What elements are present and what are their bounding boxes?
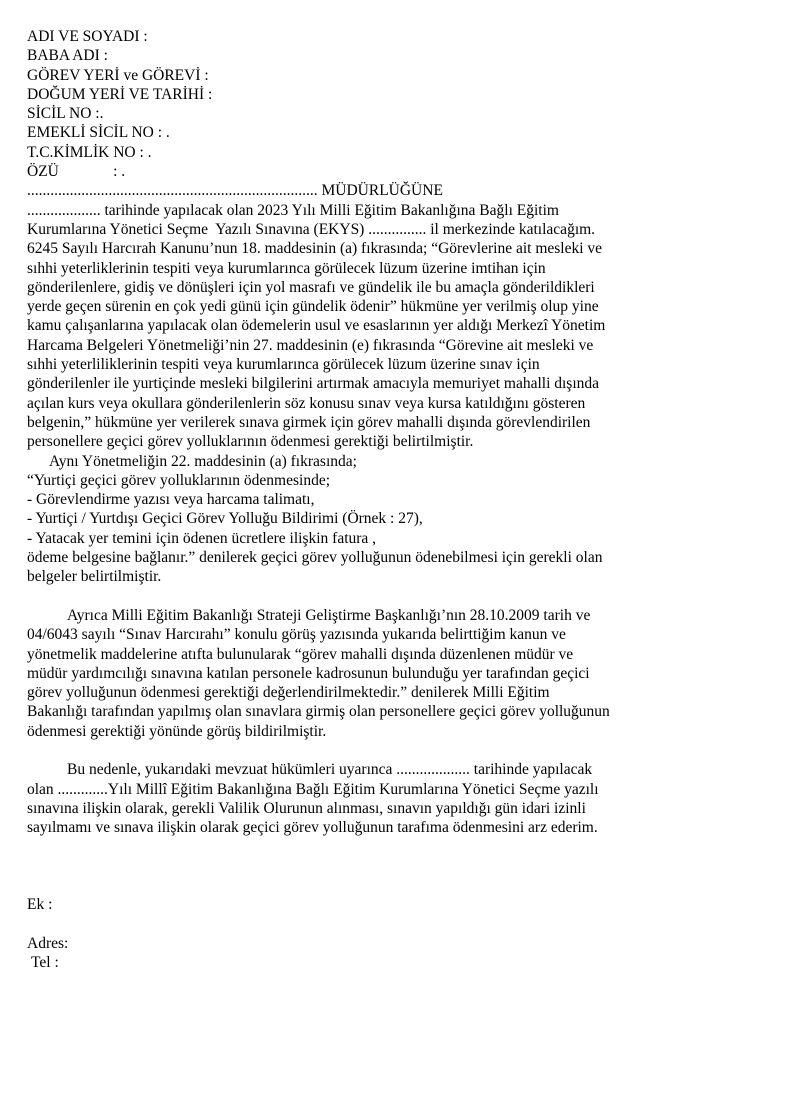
paragraph-line: sıhhi yeterliliklerinin tespiti veya kurumlarınca görülecek lüzum üzerine sınav için [27, 356, 540, 374]
paragraph-line: gönderilenler ile yurtiçinde mesleki bilgilerini artırmak amacıyla memuriyet mahalli dışında [27, 375, 600, 393]
paragraph-ministry-opinion [27, 606, 772, 741]
tc-id-label: T.C.KİMLİK NO : . [27, 143, 152, 161]
paragraph-line: görev yolluğunun ödenmesi gerektiği değerlendirilmektedir.” denilerek Milli Eğitim [27, 684, 550, 702]
paragraph-line: Aynı Yönetmeliğin 22. maddesinin (a) fıkrasında; [49, 452, 357, 470]
retirement-registry-label: EMEKLİ SİCİL NO : . [27, 124, 170, 142]
paragraph-line: ................... tarihinde yapılacak olan 2023 Yılı Milli Eğitim Bakanlığına Bağlı Eğitim [27, 201, 559, 219]
paragraph-line: kamu çalışanlarına yapılacak olan ödemelerin usul ve esaslarının yer aldığı Merkezî Yönetim [27, 317, 606, 335]
paragraph-line: olan .............Yılı Millî Eğitim Bakanlığına Bağlı Eğitim Kurumlarına Yönetici Seçme yazılı [27, 780, 599, 798]
registry-number-label: SİCİL NO :. [27, 105, 104, 123]
paragraph-line: ödenmesi gerektiği yönünde görüş bildirilmiştir. [27, 722, 327, 740]
paragraph-line: Kurumlarına Yönetici Seçme Yazılı Sınavına (EKYS) ............... il merkezinde katılacağım. [27, 220, 596, 238]
paragraph-line: Harcama Belgeleri Yönetmeliği’nin 27. maddesinin (e) fıkrasında “Görevine ait mesleki ve [27, 336, 594, 354]
paragraph-line: sayılmamı ve sınava ilişkin olarak geçici görev yolluğunun tarafıma ödenmesini arz ederim. [27, 819, 598, 837]
paragraph-exam-attendance [27, 201, 772, 452]
attachment-label: Ek : [27, 896, 53, 914]
paragraph-line: yerde geçen sürenin en çok yedi günü için gündelik ödenir” hükmüne yer verilmiş olup yine [27, 298, 599, 316]
addressee-line: ........................................................................... MÜDÜRLÜĞÜNE [27, 182, 443, 200]
paragraph-line: Bu nedenle, yukarıdaki mevzuat hükümleri uyarınca ................... tarihinde yapılacak [67, 761, 593, 779]
paragraph-line: açılan kurs veya okullara gönderilenlerin söz konusu sınav veya kursa katıldığını gösteren [27, 394, 586, 412]
blank-line [27, 876, 772, 895]
list-item: - Yurtiçi / Yurtdışı Geçici Görev Yolluğu Bildirimi (Örnek : 27), [27, 510, 423, 528]
paragraph-line: 6245 Sayılı Harcırah Kanunu’nun 18. maddesinin (a) fıkrasında; “Görevlerine ait mesleki ve [27, 240, 603, 258]
paragraph-line: Bakanlığı tarafından yapılmış olan sınavlara girmiş olan personellere geçici görev yolluğunun [27, 703, 610, 721]
father-name-label: BABA ADI : [27, 47, 108, 65]
paragraph-line: gönderilenlere, gidiş ve dönüşleri için yol masrafı ve gündelik ile bu amaçla gönderildikleri [27, 278, 595, 296]
paragraph-line: müdür yardımcılığı sınavına katılan personele kadrosunun bulunduğu yer tarafından geçici [27, 664, 590, 682]
paragraph-line: belgenin,” hükmüne yer verilerek sınava girmek için görev mahalli dışında görevlendirilen [27, 413, 591, 431]
blank-line [27, 837, 772, 856]
blank-line [27, 587, 772, 606]
paragraph-line: “Yurtiçi geçici görev yolluklarının ödenmesinde; [27, 471, 331, 489]
blank-line [27, 915, 772, 934]
name-label: ADI VE SOYADI : [27, 28, 148, 45]
subject-label: ÖZÜ : . [27, 163, 126, 181]
paragraph-line: belgeler belirtilmiştir. [27, 568, 162, 586]
petition-document [27, 27, 772, 973]
paragraph-regulation [27, 452, 772, 587]
list-item: - Görevlendirme yazısı veya harcama talimatı, [27, 491, 315, 509]
duty-label: GÖREV YERİ ve GÖREVİ : [27, 66, 209, 84]
paragraph-line: personellere geçici görev yolluklarının ödenmesi gerektiği belirtilmiştir. [27, 433, 474, 451]
blank-line [27, 741, 772, 760]
paragraph-request [27, 760, 772, 837]
paragraph-line: sınavına ilişkin olarak, gerekli Valilik Olurunun alınması, sınavın yapıldığı gün idari izinli [27, 799, 586, 817]
address-label: Adres: [27, 934, 69, 952]
paragraph-line: sıhhi yeterliklerinin tespiti veya kurumlarınca görülecek lüzum üzerine imtihan için [27, 259, 546, 277]
blank-line [27, 857, 772, 876]
paragraph-line: Ayrıca Milli Eğitim Bakanlığı Strateji Geliştirme Başkanlığı’nın 28.10.2009 tarih ve [67, 606, 591, 624]
birth-label: DOĞUM YERİ VE TARİHİ : [27, 85, 213, 103]
list-item: - Yatacak yer temini için ödenen ücretlere ilişkin fatura , [27, 529, 377, 547]
paragraph-line: yönetmelik maddelerine atıfta bulunularak “görev mahalli dışında düzenlenen müdür ve [27, 645, 574, 663]
phone-label: Tel : [31, 954, 59, 972]
paragraph-line: 04/6043 sayılı “Sınav Harcırahı” konulu görüş yazısında yukarıda belirttiğim kanun ve [27, 626, 566, 644]
paragraph-line: ödeme belgesine bağlanır.” denilerek geçici görev yolluğunun ödenebilmesi için gerekli olan [27, 549, 603, 567]
